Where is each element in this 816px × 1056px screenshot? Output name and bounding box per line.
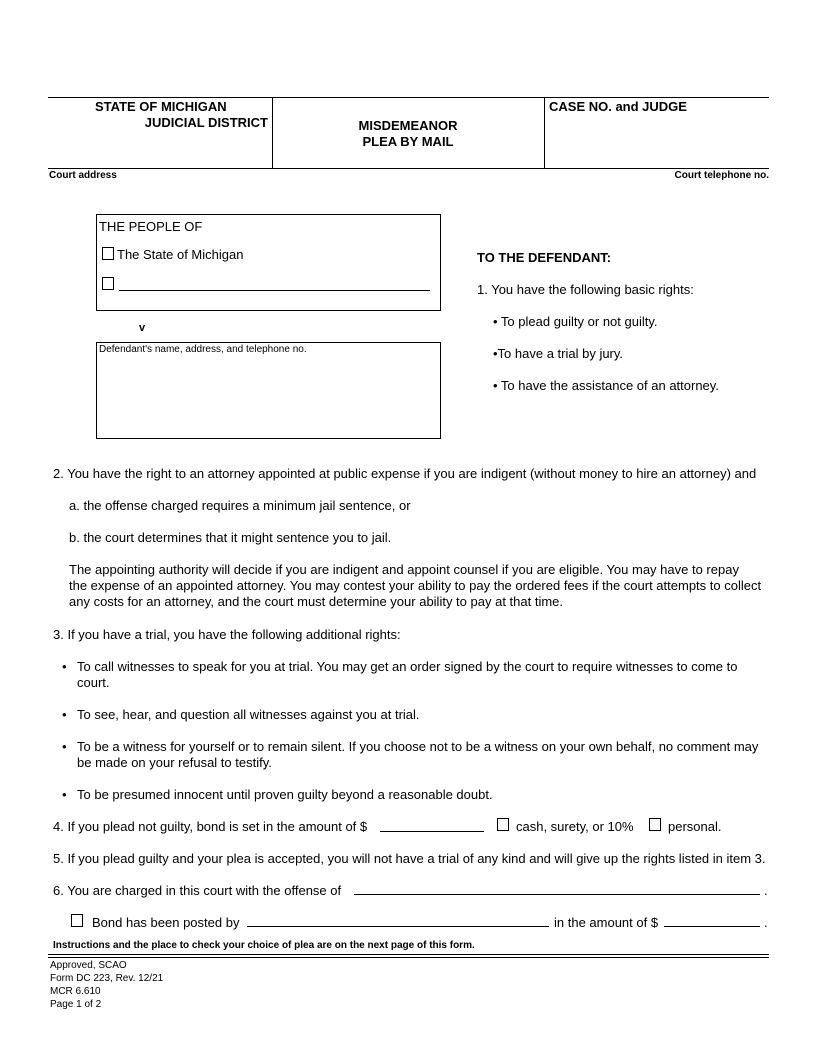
footer-rule-2 [48,957,769,958]
state-label: STATE OF MICHIGAN [95,99,227,114]
state-of-michigan-checkbox[interactable] [102,247,114,260]
offense-blank[interactable] [354,894,760,895]
form-title [272,118,544,150]
item5-text: 5. If you plead guilty and your plea is accepted, you will not have a trial of any kind and will give up the rights listed in item 3. [53,851,766,866]
item3-bullet4: To be presumed innocent until proven guilty beyond a reasonable doubt. [77,787,493,802]
cash-surety-label: cash, surety, or 10% [516,819,634,834]
right-attorney: • To have the assistance of an attorney. [493,378,719,393]
item3-bullet3-line1: To be a witness for yourself or to remain silent. If you choose not to be a witness on your own behalf, no comment may [77,739,759,754]
item3-bullet3 [77,739,758,771]
mcr-reference: MCR 6.610 [50,986,101,997]
versus-label: v [139,322,146,334]
item6-text: 6. You are charged in this court with the offense of [53,883,342,898]
other-plaintiff-option [102,277,114,292]
item3-bullet2: To see, hear, and question all witnesses against you at trial. [77,707,420,722]
item3-bullet1-dot: • [62,659,67,674]
court-address-label: Court address [49,170,117,181]
header-divider-right [544,97,545,168]
item2-paragraph-line3: any costs for an attorney, and the court must determine your ability to pay at that time. [69,594,564,609]
state-of-michigan-label: The State of Michigan [117,247,244,262]
bond-posted-label: Bond has been posted by [92,915,240,930]
other-plaintiff-checkbox[interactable] [102,277,114,290]
header-bottom-rule [48,168,769,169]
case-no-judge-field[interactable] [548,117,770,167]
posted-amount-blank[interactable] [664,926,760,927]
defendant-label: Defendant's name, address, and telephone no. [99,344,307,355]
basic-rights-item: 1. You have the following basic rights: [477,282,694,297]
item3-bullet2-dot: • [62,707,67,722]
personal-bond-label: personal. [668,819,722,834]
item2-paragraph-line1: The appointing authority will decide if you are indigent and appoint counsel if you are eligible. You may have to repay [69,562,739,577]
bond-posted-checkbox[interactable] [71,914,83,927]
court-telephone-label: Court telephone no. [674,170,769,181]
to-defendant-heading: TO THE DEFENDANT: [477,250,612,265]
case-no-judge-label: CASE NO. and JUDGE [549,99,687,114]
item2-a: a. the offense charged requires a minimum jail sentence, or [69,498,411,513]
posted-amount-period: . [764,915,768,930]
state-of-michigan-option [102,247,243,262]
right-plead: • To plead guilty or not guilty. [493,314,658,329]
item2-paragraph-line2: the expense of an appointed attorney. You may contest your ability to pay the ordered fees if the court attempts to collect [69,578,762,593]
item3-bullet3-line2: be made on your refusal to testify. [77,755,272,770]
in-amount-label: in the amount of $ [554,915,659,930]
offense-period: . [764,883,768,898]
form-title-line1: MISDEMEANOR [358,118,458,133]
item3-text: 3. If you have a trial, you have the following additional rights: [53,627,401,642]
item2-b: b. the court determines that it might sentence you to jail. [69,530,392,545]
item3-bullet4-dot: • [62,787,67,802]
right-jury-trial: •To have a trial by jury. [493,346,624,361]
people-of-label: THE PEOPLE OF [99,219,203,234]
form-title-line2: PLEA BY MAIL [362,134,454,149]
instructions-note: Instructions and the place to check your choice of plea are on the next page of this form. [53,940,475,951]
item3-bullet3-dot: • [62,739,67,754]
defendant-info-field[interactable] [99,358,441,440]
item3-bullet1-line2: court. [77,675,110,690]
item4-text: 4. If you plead not guilty, bond is set in the amount of $ [53,819,368,834]
approved-scao: Approved, SCAO [50,960,127,971]
other-plaintiff-blank[interactable] [119,290,430,291]
footer-rule-1 [48,954,769,955]
item2-paragraph [69,562,761,610]
item2-text: 2. You have the right to an attorney appointed at public expense if you are indigent (without money to hire an attorney) and [53,466,757,481]
judicial-district-label: JUDICIAL DISTRICT [144,115,268,130]
bond-posted-by-blank[interactable] [247,926,549,927]
form-number: Form DC 223, Rev. 12/21 [50,973,164,984]
footer-info [50,959,163,1011]
cash-surety-checkbox[interactable] [497,818,509,831]
item3-bullet1 [77,659,737,691]
bond-amount-blank[interactable] [380,831,484,832]
personal-bond-checkbox[interactable] [649,818,661,831]
page-number: Page 1 of 2 [50,999,102,1010]
header-top-rule [48,97,769,98]
item3-bullet1-line1: To call witnesses to speak for you at trial. You may get an order signed by the court to require witnesses to come to [77,659,738,674]
